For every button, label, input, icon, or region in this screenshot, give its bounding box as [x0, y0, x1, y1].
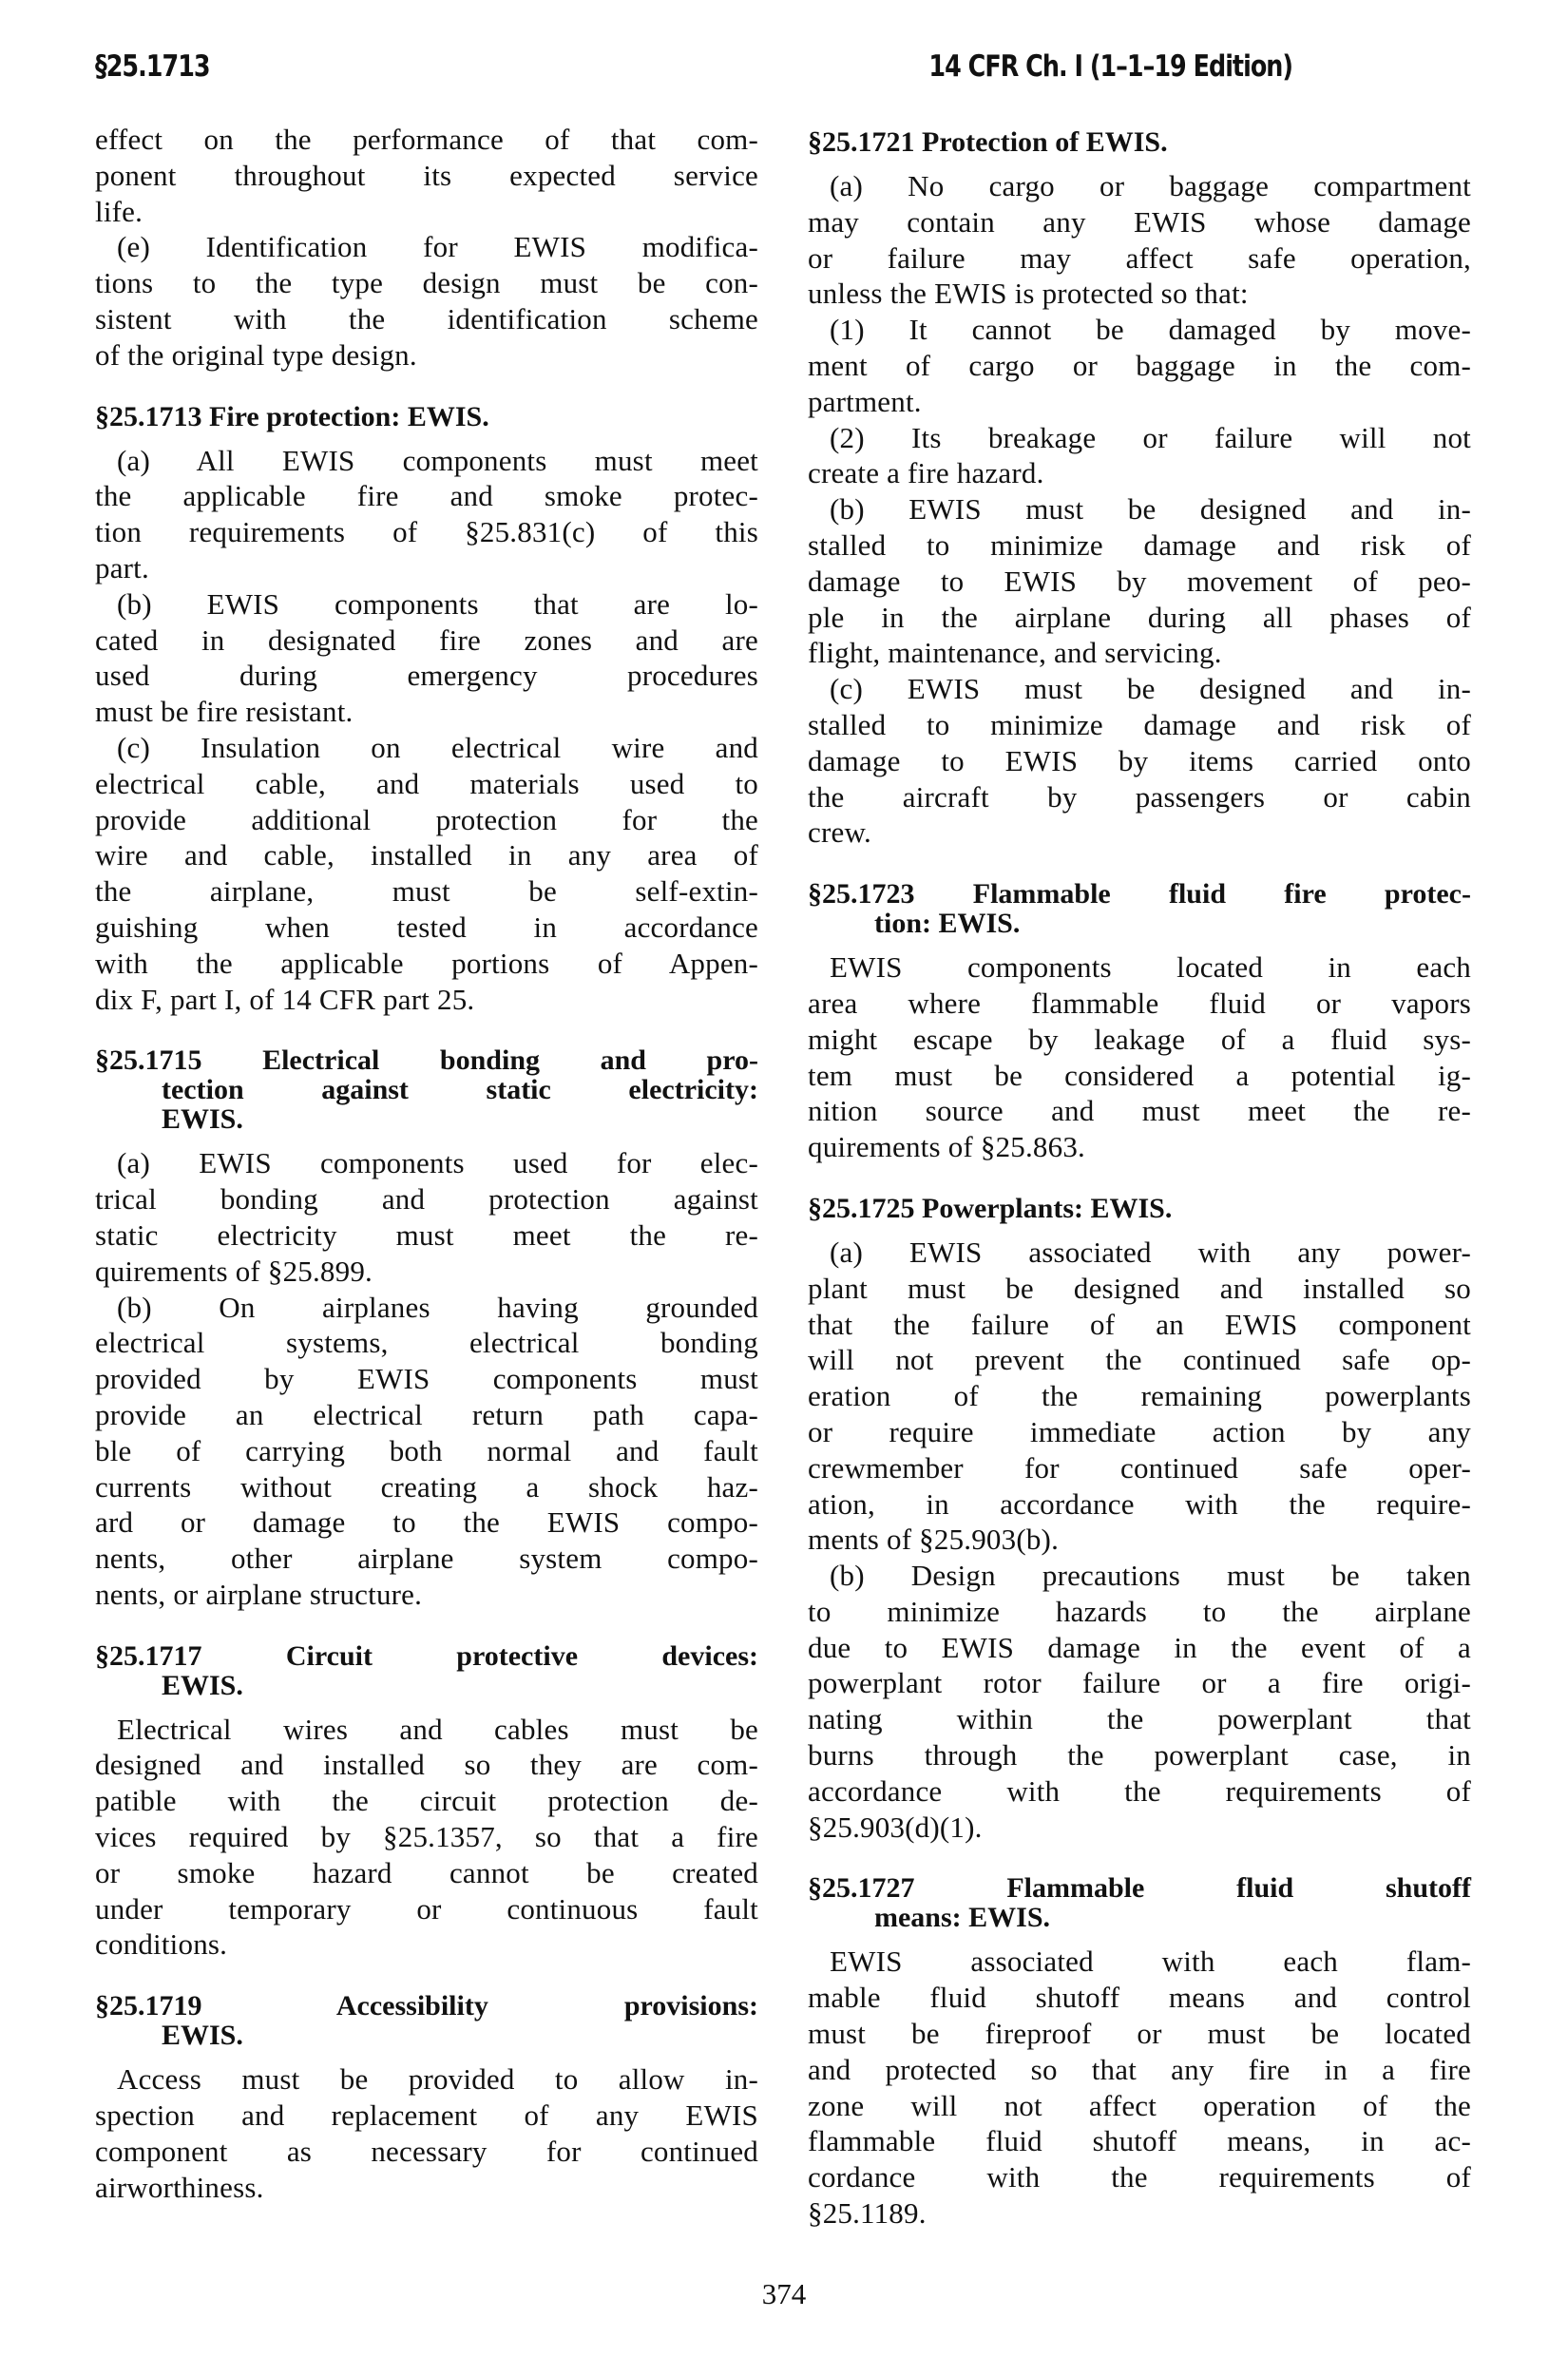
heading-line: EWIS.: [162, 1103, 243, 1136]
heading-line: §25.1713 Fire protection: EWIS.: [95, 400, 489, 432]
text-line: Access must be provided to allow in-: [117, 2062, 758, 2097]
heading-line: §25.1721 Protection of EWIS.: [808, 126, 1168, 158]
text-line: plant must be designed and installed so: [808, 1271, 1471, 1305]
text-line: EWIS associated with each flam-: [830, 1945, 1471, 1979]
section-heading-25-1725: [808, 1194, 1471, 1223]
continuation-paragraph: [95, 122, 758, 229]
section-heading-25-1719: [95, 1991, 758, 2050]
text-line: ard or damage to the EWIS compo-: [95, 1505, 758, 1540]
heading-line: means: EWIS.: [874, 1902, 1051, 1934]
heading-line: tection against static electricity:: [162, 1074, 758, 1106]
text-line: area where flammable fluid or vapors: [808, 986, 1471, 1020]
text-line: unless the EWIS is protected so that:: [808, 277, 1249, 311]
paragraph: [808, 1944, 1471, 2231]
text-line: dix F, part I, of 14 CFR part 25.: [95, 982, 475, 1016]
text-line: crewmember for continued safe oper-: [808, 1450, 1471, 1485]
section-heading-25-1723: [808, 879, 1471, 938]
text-line: the aircraft by passengers or cabin: [808, 779, 1471, 814]
text-line: part.: [95, 550, 149, 584]
text-line: mable fluid shutoff means and control: [808, 1981, 1471, 2015]
text-line: or smoke hazard cannot be created: [95, 1855, 758, 1889]
text-line: ments of §25.903(b).: [808, 1523, 1060, 1557]
text-line: electrical cable, and materials used to: [95, 766, 758, 800]
heading-line: tion: EWIS.: [874, 908, 1021, 940]
section-heading-25-1717: [95, 1641, 758, 1700]
text-line: under temporary or continuous fault: [95, 1891, 758, 1926]
text-line: due to EWIS damage in the event of a: [808, 1630, 1471, 1664]
text-line: stalled to minimize damage and risk of: [808, 527, 1471, 562]
text-line: of the original type design.: [95, 337, 417, 372]
paragraph: [95, 2061, 758, 2205]
left-column: [95, 122, 758, 2205]
text-line: conditions.: [95, 1927, 228, 1962]
paragraph: [808, 949, 1471, 1165]
paragraph: [95, 1145, 758, 1289]
text-line: partment.: [808, 384, 922, 418]
text-line: vices required by §25.1357, so that a fire: [95, 1820, 758, 1854]
text-line: tions to the type design must be con-: [95, 266, 758, 300]
section-heading-25-1715: [95, 1045, 758, 1134]
text-line: might escape by leakage of a fluid sys-: [808, 1022, 1471, 1056]
text-line: provide an electrical return path capa-: [95, 1397, 758, 1431]
text-line: §25.903(d)(1).: [808, 1810, 983, 1844]
paragraph: [808, 312, 1471, 419]
text-line: (c) Insulation on electrical wire and: [117, 730, 758, 764]
text-line: must be fireproof or must be located: [808, 2017, 1471, 2051]
text-line: (b) On airplanes having grounded: [117, 1290, 758, 1324]
text-line: zone will not affect operation of the: [808, 2088, 1471, 2122]
text-line: nents, other airplane system compo-: [95, 1542, 758, 1576]
heading-line: §25.1723 Flammable fluid fire protec-: [808, 878, 1471, 910]
running-head-citation: 14 CFR Ch. I (1–1–19 Edition): [928, 49, 1293, 84]
text-line: ple in the airplane during all phases of: [808, 600, 1471, 634]
text-line: currents without creating a shock haz-: [95, 1469, 758, 1504]
text-line: stalled to minimize damage and risk of: [808, 707, 1471, 741]
text-line: tem must be considered a potential ig-: [808, 1058, 1471, 1092]
running-head: [95, 49, 1293, 97]
text-line: or require immediate action by any: [808, 1414, 1471, 1448]
text-line: the airplane, must be self-extin-: [95, 874, 758, 909]
text-line: eration of the remaining powerplants: [808, 1379, 1471, 1413]
text-line: quirements of §25.863.: [808, 1130, 1085, 1164]
text-line: powerplant rotor failure or a fire origi-: [808, 1666, 1471, 1700]
right-column: [808, 127, 1471, 2232]
text-line: wire and cable, installed in any area of: [95, 838, 758, 872]
text-line: (b) Design precautions must be taken: [830, 1559, 1471, 1593]
heading-line: §25.1725 Powerplants: EWIS.: [808, 1192, 1173, 1224]
paragraph: [808, 491, 1471, 671]
heading-line: §25.1727 Flammable fluid shutoff: [808, 1872, 1471, 1905]
paragraph: [95, 586, 758, 730]
text-line: (2) Its breakage or failure will not: [830, 420, 1471, 454]
text-line: (a) All EWIS components must meet: [117, 443, 758, 477]
paragraph: [808, 671, 1471, 851]
text-line: damage to EWIS by movement of peo-: [808, 564, 1471, 598]
text-line: ment of cargo or baggage in the com-: [808, 348, 1471, 382]
text-line: used during emergency procedures: [95, 659, 758, 693]
section-heading-25-1721: [808, 127, 1471, 157]
paragraph: [808, 1235, 1471, 1558]
text-line: sistent with the identification scheme: [95, 301, 758, 335]
text-line: or failure may affect safe operation,: [808, 240, 1471, 275]
text-line: spection and replacement of any EWIS: [95, 2098, 758, 2133]
text-line: create a fire hazard.: [808, 456, 1044, 490]
paragraph: [808, 420, 1471, 492]
text-line: nents, or airplane structure.: [95, 1577, 423, 1611]
text-line: (1) It cannot be damaged by move-: [830, 313, 1471, 347]
heading-line: §25.1715 Electrical bonding and pro-: [95, 1044, 758, 1077]
page-number: 374: [761, 2277, 807, 2310]
heading-line: EWIS.: [162, 2020, 243, 2052]
text-line: (b) EWIS must be designed and in-: [830, 492, 1471, 527]
text-line: (e) Identification for EWIS modifica-: [117, 230, 758, 264]
text-line: that the failure of an EWIS component: [808, 1307, 1471, 1341]
text-line: will not prevent the continued safe op-: [808, 1343, 1471, 1377]
text-line: to minimize hazards to the airplane: [808, 1594, 1471, 1628]
text-line: ble of carrying both normal and fault: [95, 1433, 758, 1467]
text-line: cordance with the requirements of: [808, 2160, 1471, 2194]
text-line: crew.: [808, 815, 871, 850]
text-line: tion requirements of §25.831(c) of this: [95, 515, 758, 549]
text-line: damage to EWIS by items carried onto: [808, 743, 1471, 777]
text-line: guishing when tested in accordance: [95, 910, 758, 944]
text-line: flight, maintenance, and servicing.: [808, 636, 1222, 670]
text-line: accordance with the requirements of: [808, 1773, 1471, 1808]
text-line: with the applicable portions of Appen-: [95, 946, 758, 980]
text-line: must be fire resistant.: [95, 695, 354, 729]
heading-line: EWIS.: [162, 1669, 243, 1701]
text-line: effect on the performance of that com-: [95, 123, 758, 156]
text-line: cated in designated fire zones and are: [95, 623, 758, 657]
text-line: may contain any EWIS whose damage: [808, 204, 1471, 239]
text-line: (a) EWIS components used for elec-: [117, 1146, 758, 1180]
text-line: provided by EWIS components must: [95, 1362, 758, 1396]
text-line: provide additional protection for the: [95, 802, 758, 836]
paragraph: [95, 443, 758, 586]
text-line: (a) No cargo or baggage compartment: [830, 169, 1471, 202]
text-line: patible with the circuit protection de-: [95, 1784, 758, 1818]
text-line: Electrical wires and cables must be: [117, 1712, 758, 1746]
paragraph: [808, 1558, 1471, 1845]
paragraph: [95, 730, 758, 1017]
section-heading-25-1727: [808, 1873, 1471, 1932]
text-line: EWIS components located in each: [830, 950, 1471, 985]
text-line: life.: [95, 194, 143, 228]
heading-line: §25.1717 Circuit protective devices:: [95, 1639, 758, 1672]
section-heading-25-1713: [95, 402, 758, 431]
text-line: §25.1189.: [808, 2196, 927, 2231]
paragraph-e: [95, 229, 758, 373]
text-line: nating within the powerplant that: [808, 1702, 1471, 1736]
text-line: nition source and must meet the re-: [808, 1094, 1471, 1128]
text-line: trical bonding and protection against: [95, 1182, 758, 1217]
text-line: static electricity must meet the re-: [95, 1217, 758, 1252]
paragraph: [95, 1712, 758, 1964]
text-line: (a) EWIS associated with any power-: [830, 1235, 1471, 1269]
heading-line: §25.1719 Accessibility provisions:: [95, 1990, 758, 2022]
text-line: ation, in accordance with the require-: [808, 1486, 1471, 1521]
text-line: and protected so that any fire in a fire: [808, 2052, 1471, 2086]
text-line: ponent throughout its expected service: [95, 158, 758, 192]
text-line: airworthiness.: [95, 2170, 264, 2204]
paragraph: [808, 168, 1471, 312]
text-line: component as necessary for continued: [95, 2134, 758, 2168]
text-line: designed and installed so they are com-: [95, 1748, 758, 1782]
text-line: flammable fluid shutoff means, in ac-: [808, 2124, 1471, 2158]
text-line: (c) EWIS must be designed and in-: [830, 672, 1471, 706]
text-line: (b) EWIS components that are lo-: [117, 586, 758, 621]
running-head-section: §25.1713: [95, 49, 210, 84]
text-line: burns through the powerplant case, in: [808, 1738, 1471, 1772]
text-line: the applicable fire and smoke protec-: [95, 479, 758, 513]
text-line: electrical systems, electrical bonding: [95, 1326, 758, 1360]
text-line: quirements of §25.899.: [95, 1254, 373, 1288]
paragraph: [95, 1290, 758, 1613]
